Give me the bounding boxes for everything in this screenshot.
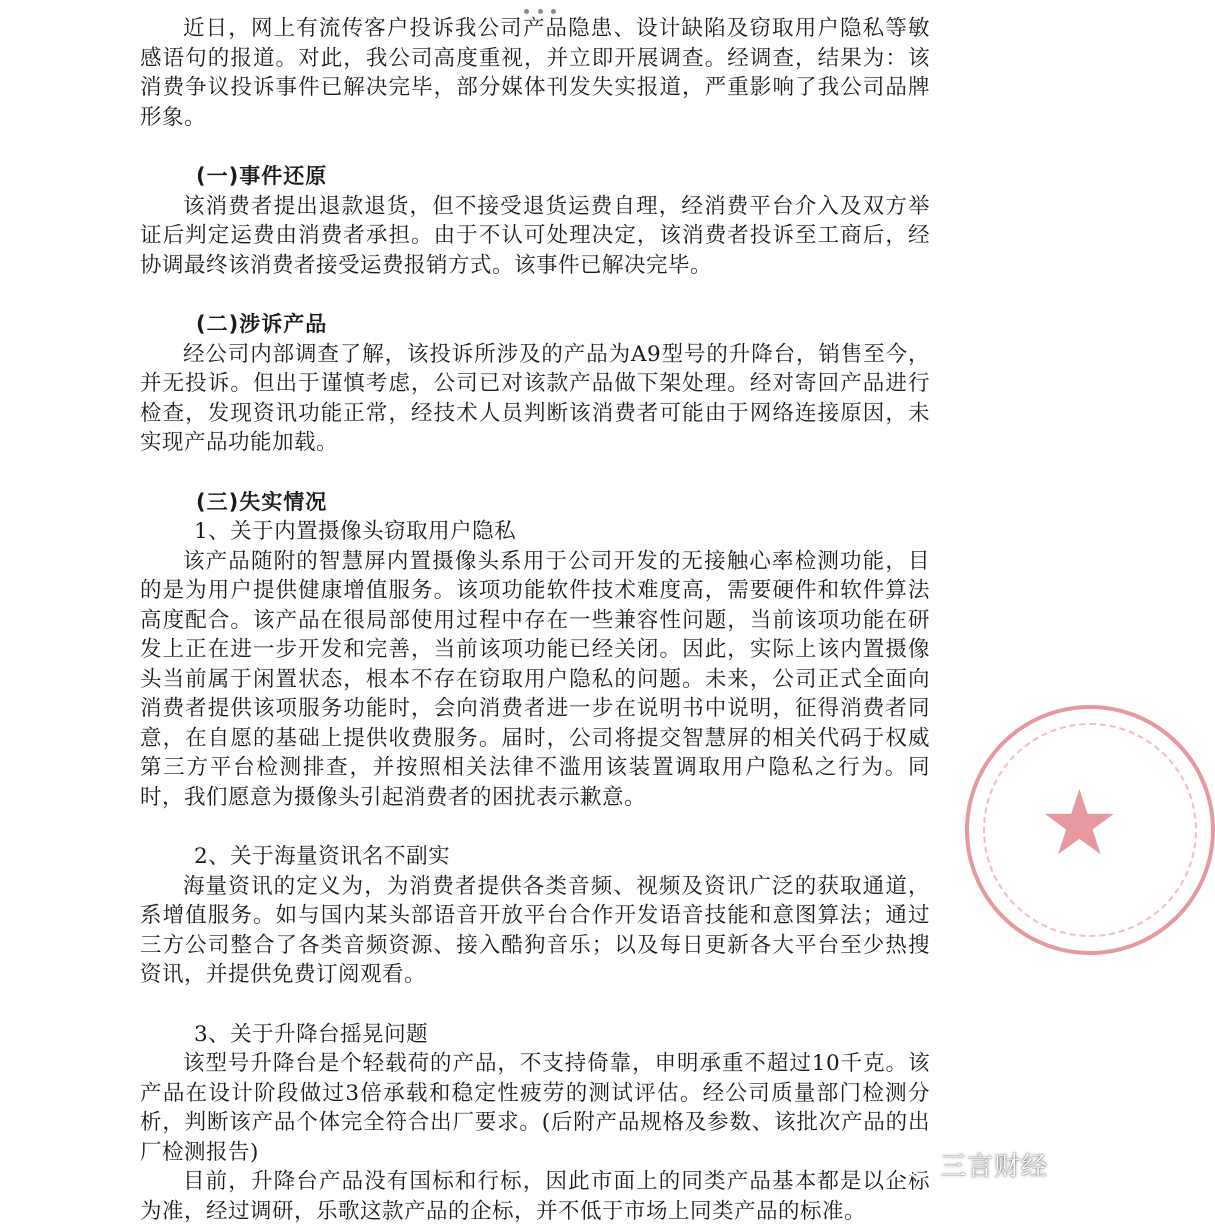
- seal-star-icon: ★: [1039, 771, 1120, 876]
- item-title-camera: 1、关于内置摄像头窃取用户隐私: [194, 519, 517, 544]
- item-title-info: 2、关于海量资讯名不副实: [194, 844, 451, 869]
- intro-paragraph: 近日，网上有流传客户投诉我公司产品隐患、设计缺陷及窃取用户隐私等敏感语句的报道。对此，我公司高度重视，并立即开展调查。经调查，结果为：该消费争议投诉事件已解决完毕，部分媒体刊发失实报道，严重影响了我公司品牌形象。: [140, 16, 930, 130]
- document-body: [140, 14, 930, 1226]
- watermark-label: 三言财经: [939, 1151, 1048, 1182]
- wechat-icon: [890, 1147, 932, 1181]
- section-heading-product: (二)涉诉产品: [196, 312, 328, 336]
- item-body-camera: 该产品随附的智慧屏内置摄像头系用于公司开发的无接触心率检测功能，目的是为用户提供健康增值服务。该项功能软件技术难度高，需要硬件和软件算法高度配合。该产品在很局部使用过程中存在一些兼容性问题，当前该项功能在研发上正在进一步开发和完善，当前该项功能已经关闭。因此，实际上该内置摄像头当前属于闲置状态，根本不存在窃取用户隐私的问题。未来，公司正式全面向消费者提供该项服务功能时，会向消费者进一步在说明书中说明，征得消费者同意，在自愿的基础上提供收费服务。届时，公司将提交智慧屏的相关代码于权威第三方平台检测排查，并按照相关法律不滥用该装置调取用户隐私之行为。同时，我们愿意为摄像头引起消费者的困扰表示歉意。: [140, 548, 930, 810]
- company-seal-stamp: [965, 705, 1215, 955]
- section-heading-event: (一)事件还原: [196, 164, 328, 188]
- section-body-product: 经公司内部调查了解，该投诉所涉及的产品为A9型号的升降台，销售至今，并无投诉。但出于谨慎考虑，公司已对该款产品做下架处理。经对寄回产品进行检查，发现资讯功能正常，经技术人员判断该消费者可能由于网络连接原因，未实现产品功能加载。: [140, 341, 930, 455]
- item-body-info: 海量资讯的定义为，为消费者提供各类音频、视频及资讯广泛的获取通道，系增值服务。如与国内某头部语音开放平台合作开发语音技能和意图算法；通过三方公司整合了各类音频资源、接入酷狗音乐；以及每日更新各大平台至少热搜资讯，并提供免费订阅观看。: [140, 873, 930, 987]
- item-title-desk: 3、关于升降台摇晃问题: [194, 1021, 429, 1047]
- source-watermark: [890, 1142, 1048, 1186]
- item-body-desk-standard: 目前，升降台产品没有国标和行标，因此市面上的同类产品基本都是以企标为准，经过调研，乐歌这款产品的企标，并不低于市场上同类产品的标准。: [140, 1169, 930, 1224]
- item-body-desk: 该型号升降台是个轻载荷的产品，不支持倚靠，申明承重不超过10千克。该产品在设计阶段做过3倍承载和稳定性疲劳的测试评估。经公司质量部门检测分析，判断该产品个体完全符合出厂要求。(后附产品规格及参数、该批次产品的出厂检测报告): [140, 1051, 930, 1165]
- section-body-event: 该消费者提出退款退货，但不接受退货运费自理，经消费平台介入及双方举证后判定运费由消费者承担。由于不认可处理决定，该消费者投诉至工商后，经协调最终该消费者接受运费报销方式。该事件已解决完毕。: [140, 193, 930, 278]
- section-heading-facts: (三)失实情况: [196, 489, 328, 514]
